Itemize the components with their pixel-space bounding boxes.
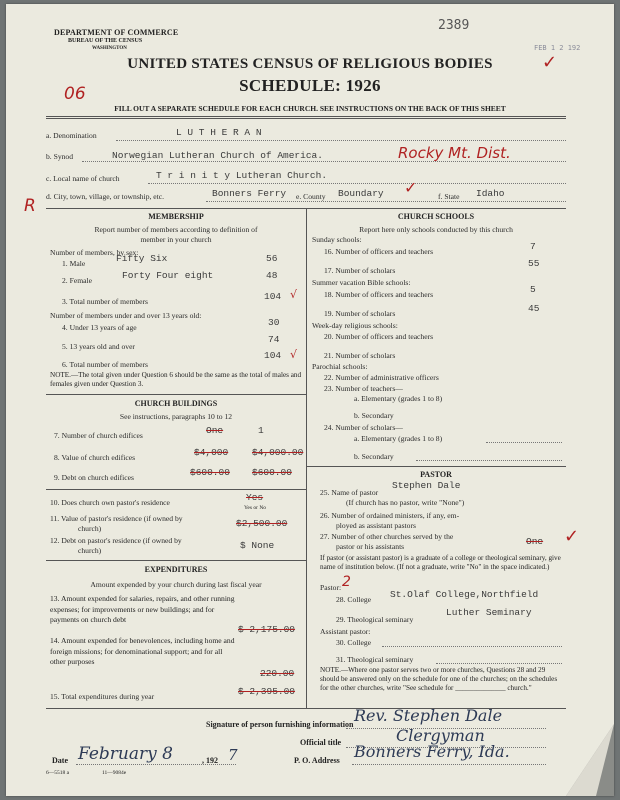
assistant-label: Assistant pastor: bbox=[320, 627, 371, 636]
buildings-sub: See instructions, paragraphs 10 to 12 bbox=[119, 412, 233, 421]
membership-sub1: Report number of members according to definition of bbox=[94, 225, 258, 234]
q23b-label: b. Secondary bbox=[354, 411, 394, 420]
q23a-label: a. Elementary (grades 1 to 8) bbox=[354, 394, 443, 403]
date-value: February 8 bbox=[78, 744, 173, 764]
q4-value: 30 bbox=[268, 317, 280, 328]
expenditures-sub: Amount expended by your church during last fiscal year bbox=[90, 580, 262, 589]
q14-value: 220.00 bbox=[260, 668, 295, 679]
q22-label: 22. Number of administrative officers bbox=[324, 373, 439, 382]
q8-label: 8. Value of church edifices bbox=[54, 453, 136, 462]
margin-letter: R bbox=[24, 196, 36, 216]
county-label: e. County bbox=[296, 192, 326, 201]
yes-no-hint: Yes or No bbox=[244, 505, 267, 511]
q4-label: 4. Under 13 years of age bbox=[62, 323, 137, 332]
q27-label-b: pastor or his assistants bbox=[336, 542, 405, 551]
q21-label: 21. Number of scholars bbox=[324, 351, 396, 360]
form-number: 6—5518 a bbox=[46, 770, 70, 776]
q27-label-a: 27. Number of other churches served by the bbox=[320, 532, 454, 541]
q28-label: 28. College bbox=[336, 595, 372, 604]
q6-value: 104 bbox=[264, 350, 282, 361]
q13-label: 13. Amount expended for salaries, repairs, and other running expenses; for improvements or new buildings; and for payments on church debt bbox=[50, 594, 235, 624]
buildings-heading: CHURCH BUILDINGS bbox=[134, 399, 218, 408]
serial-number: 2389 bbox=[438, 18, 470, 33]
summer-label: Summer vacation Bible schools: bbox=[312, 278, 411, 287]
q24b-label: b. Secondary bbox=[354, 452, 394, 461]
q3-label: 3. Total number of members bbox=[62, 297, 149, 306]
q7-old: One bbox=[206, 425, 224, 436]
q28-value: St.Olaf College,Northfield bbox=[390, 589, 539, 600]
q15-value: $ 2,395.00 bbox=[238, 686, 296, 697]
q18-label: 18. Number of officers and teachers bbox=[324, 290, 434, 299]
q25-note: (If church has no pastor, write "None") bbox=[346, 498, 465, 507]
membership-note: NOTE.—The total given under Question 6 should be the same as the total of males and females given under Question 3. bbox=[50, 371, 302, 388]
q17-label: 17. Number of scholars bbox=[324, 266, 396, 275]
parochial-label: Parochial schools: bbox=[312, 362, 368, 371]
q10-value: Yes bbox=[246, 492, 264, 503]
q9-label: 9. Debt on church edifices bbox=[54, 473, 134, 482]
folded-corner-icon bbox=[566, 724, 614, 796]
by-sex-label: Number of members, by sex: bbox=[50, 248, 139, 257]
q16-value: 7 bbox=[530, 241, 536, 252]
q26-label-a: 26. Number of ordained ministers, if any, em- bbox=[320, 511, 460, 520]
q16-label: 16. Number of officers and teachers bbox=[324, 247, 434, 256]
synod-handwritten: Rocky Mt. Dist. bbox=[398, 144, 511, 162]
pastor-note: NOTE.—Where one pastor serves two or more churches, Questions 28 and 29 should be answered only on the schedule for one of the churches; on the schedules for the other churches, write "See schedule for ______________ church." bbox=[320, 666, 558, 692]
q9-old: $600.00 bbox=[190, 467, 230, 478]
date-label: Date bbox=[52, 756, 68, 765]
q19-label: 19. Number of scholars bbox=[324, 309, 396, 318]
synod-value: Norwegian Lutheran Church of America. bbox=[112, 150, 323, 161]
q2-value: 48 bbox=[266, 270, 278, 281]
q11-label-a: 11. Value of pastor's residence (if owned by bbox=[50, 514, 183, 523]
print-number: 11—9084e bbox=[102, 770, 127, 776]
age-heading: Number of members under and over 13 years old: bbox=[50, 311, 202, 320]
q5-value: 74 bbox=[268, 334, 280, 345]
q6-check: √ bbox=[290, 348, 298, 361]
q15-label: 15. Total expenditures during year bbox=[50, 692, 155, 701]
q24a-label: a. Elementary (grades 1 to 8) bbox=[354, 434, 443, 443]
q1-words: Fifty Six bbox=[116, 253, 168, 264]
q17-value: 55 bbox=[528, 258, 540, 269]
q7-value: 1 bbox=[258, 425, 264, 436]
local-name-value: T r i n i t y Lutheran Church. bbox=[156, 170, 328, 181]
expenditures-heading: EXPENDITURES bbox=[144, 565, 208, 574]
q27-red-mark: ✓ bbox=[564, 526, 580, 547]
date-stamp: FEB 1 2 192 bbox=[534, 44, 581, 52]
sunday-label: Sunday schools: bbox=[312, 235, 362, 244]
denomination-value: L U T H E R A N bbox=[176, 127, 262, 138]
q5-label: 5. 13 years old and over bbox=[62, 342, 135, 351]
schools-heading: CHURCH SCHOOLS bbox=[397, 212, 475, 221]
q12-label-a: 12. Debt on pastor's residence (if owned by bbox=[50, 536, 182, 545]
q12-value: $ None bbox=[240, 540, 275, 551]
county-value: Boundary bbox=[338, 188, 384, 199]
q14-label: 14. Amount expended for benevolences, including home and foreign missions; for denominational support; and for all other purposes bbox=[50, 636, 235, 666]
county-red-mark: ✓ bbox=[404, 178, 418, 197]
q26-label-b: ployed as assistant pastors bbox=[336, 521, 416, 530]
q1-value: 56 bbox=[266, 253, 278, 264]
weekday-label: Week-day religious schools: bbox=[312, 321, 398, 330]
q31-label: 31. Theological seminary bbox=[336, 655, 414, 664]
q10-label: 10. Does church own pastor's residence bbox=[50, 498, 170, 507]
official-title-label: Official title bbox=[300, 738, 342, 747]
census-schedule-form bbox=[6, 4, 614, 796]
signature-label: Signature of person furnishing information bbox=[206, 720, 354, 729]
q2-label: 2. Female bbox=[62, 276, 92, 285]
q18-value: 5 bbox=[530, 284, 536, 295]
q8-value: $4,000.00 bbox=[252, 447, 304, 458]
q30-label: 30. College bbox=[336, 638, 372, 647]
po-address-label: P. O. Address bbox=[294, 756, 340, 765]
schools-sub: Report here only schools conducted by this church bbox=[359, 225, 513, 234]
q3-check: √ bbox=[290, 288, 298, 301]
q29-value: Luther Seminary bbox=[446, 607, 532, 618]
margin-code: 06 bbox=[64, 84, 86, 104]
q6-label: 6. Total number of members bbox=[62, 360, 149, 369]
q25-value: Stephen Dale bbox=[392, 480, 461, 491]
red-check-mark: ✓ bbox=[542, 52, 558, 73]
instruction-line: FILL OUT A SEPARATE SCHEDULE FOR EACH CHURCH. SEE INSTRUCTIONS ON THE BACK OF THIS SHEET bbox=[114, 104, 506, 113]
pastor-red-mark: 2 bbox=[342, 574, 351, 590]
q1-label: 1. Male bbox=[62, 259, 86, 268]
q13-value: $ 2,175.00 bbox=[238, 624, 296, 635]
signature-value: Rev. Stephen Dale bbox=[354, 706, 503, 725]
city-value: Bonners Ferry bbox=[212, 188, 287, 199]
synod-label: b. Synod bbox=[46, 152, 74, 161]
state-label: f. State bbox=[438, 192, 460, 201]
state-value: Idaho bbox=[476, 188, 505, 199]
q2-words: Forty Four eight bbox=[122, 270, 214, 281]
q19-value: 45 bbox=[528, 303, 540, 314]
q11-value: $2,500.00 bbox=[236, 518, 288, 529]
year-prefix: , 192 bbox=[202, 756, 218, 765]
pastor-sub-label: Pastor: bbox=[320, 583, 342, 592]
q7-label: 7. Number of church edifices bbox=[54, 431, 143, 440]
q3-value: 104 bbox=[264, 291, 282, 302]
q29-label: 29. Theological seminary bbox=[336, 615, 414, 624]
bureau-name: BUREAU OF THE CENSUS bbox=[68, 38, 143, 44]
denomination-label: a. Denomination bbox=[46, 131, 97, 140]
city-label: d. City, town, village, or township, etc. bbox=[46, 192, 165, 201]
form-title: UNITED STATES CENSUS OF RELIGIOUS BODIES bbox=[127, 56, 493, 72]
q24-label: 24. Number of scholars— bbox=[324, 423, 403, 432]
po-address-value: Bonners Ferry, Ida. bbox=[354, 742, 510, 761]
year-digit: 7 bbox=[228, 746, 238, 764]
graduation-note: If pastor (or assistant pastor) is a graduate of a college or theological seminary, give name of institution below. (If not a graduate, write "No" in the space indicated.) bbox=[320, 554, 561, 571]
pastor-heading: PASTOR bbox=[420, 470, 452, 479]
q11-label-b: church) bbox=[78, 524, 102, 533]
q8-old: $4,000 bbox=[194, 447, 229, 458]
q9-value: $600.00 bbox=[252, 467, 292, 478]
q27-value: One bbox=[526, 536, 544, 547]
official-title-value: Clergyman bbox=[396, 726, 485, 745]
form-subtitle: SCHEDULE: 1926 bbox=[239, 76, 381, 95]
city-name: WASHINGTON bbox=[92, 46, 127, 51]
q12-label-b: church) bbox=[78, 546, 102, 555]
membership-sub2: member in your church bbox=[140, 235, 212, 244]
membership-heading: MEMBERSHIP bbox=[148, 212, 204, 221]
q25-label: 25. Name of pastor bbox=[320, 488, 379, 497]
department-name: DEPARTMENT OF COMMERCE bbox=[54, 28, 179, 37]
q20-label: 20. Number of officers and teachers bbox=[324, 332, 434, 341]
local-name-label: c. Local name of church bbox=[46, 174, 120, 183]
q23-label: 23. Number of teachers— bbox=[324, 384, 403, 393]
